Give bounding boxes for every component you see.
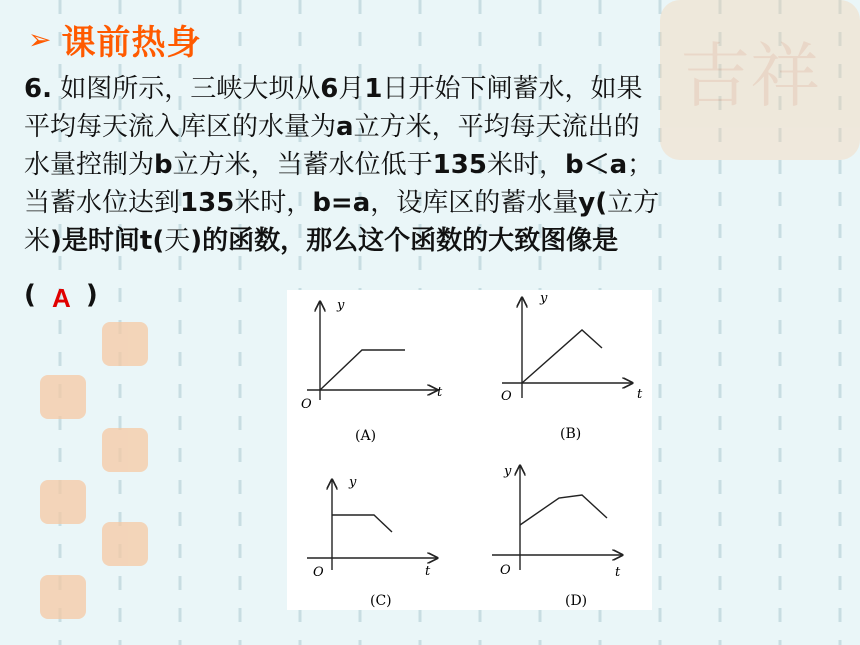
graph-figure <box>287 290 652 610</box>
graph-c-caption: (C) <box>370 593 392 609</box>
graph-b-caption: (B) <box>560 426 582 442</box>
graph-b-origin: O <box>501 389 512 404</box>
graph-c-origin: O <box>313 565 324 580</box>
graph-a-x-label: t <box>437 385 443 400</box>
graph-d <box>492 466 622 570</box>
graphs-svg <box>287 290 652 610</box>
graph-b-x-label: t <box>637 387 643 402</box>
graph-a-y-label: y <box>337 298 345 313</box>
section-title <box>28 14 201 64</box>
graph-c-y-label: y <box>349 475 357 490</box>
decor-seals <box>40 322 148 619</box>
question-number: 6. <box>24 74 52 104</box>
answer-letter: A <box>52 283 71 313</box>
graph-c-x-label: t <box>425 564 431 579</box>
title-text: 课前热身 <box>61 22 202 63</box>
graph-b-y-label: y <box>540 291 548 306</box>
graph-d-x-label: t <box>615 565 621 580</box>
graph-d-y-label: y <box>504 464 512 479</box>
graph-d-origin: O <box>500 563 511 578</box>
graph-a-caption: (A) <box>355 428 377 444</box>
graph-c <box>307 480 437 570</box>
graph-a-origin: O <box>301 397 312 412</box>
answer-brackets: ( ) <box>24 280 98 310</box>
arrow-bullet-icon: ➢ <box>28 22 52 56</box>
graph-a <box>307 302 437 400</box>
svg-text:吉祥: 吉祥 <box>680 35 820 117</box>
question-text: 6. 如图所示，三峡大坝从6月1日开始下闸蓄水，如果 平均每天流入库区的水量为a立方米，平均每天流出的 水量控制为b立方米，当蓄水位低于135米时，b＜a； 当蓄水位达到135米时，b=a，设库区的蓄水量y(立方 米)是时间t(天)的函数，那么这个函数的大致图像是 <box>24 74 660 256</box>
graph-b <box>502 298 632 398</box>
graph-d-caption: (D) <box>565 593 588 609</box>
